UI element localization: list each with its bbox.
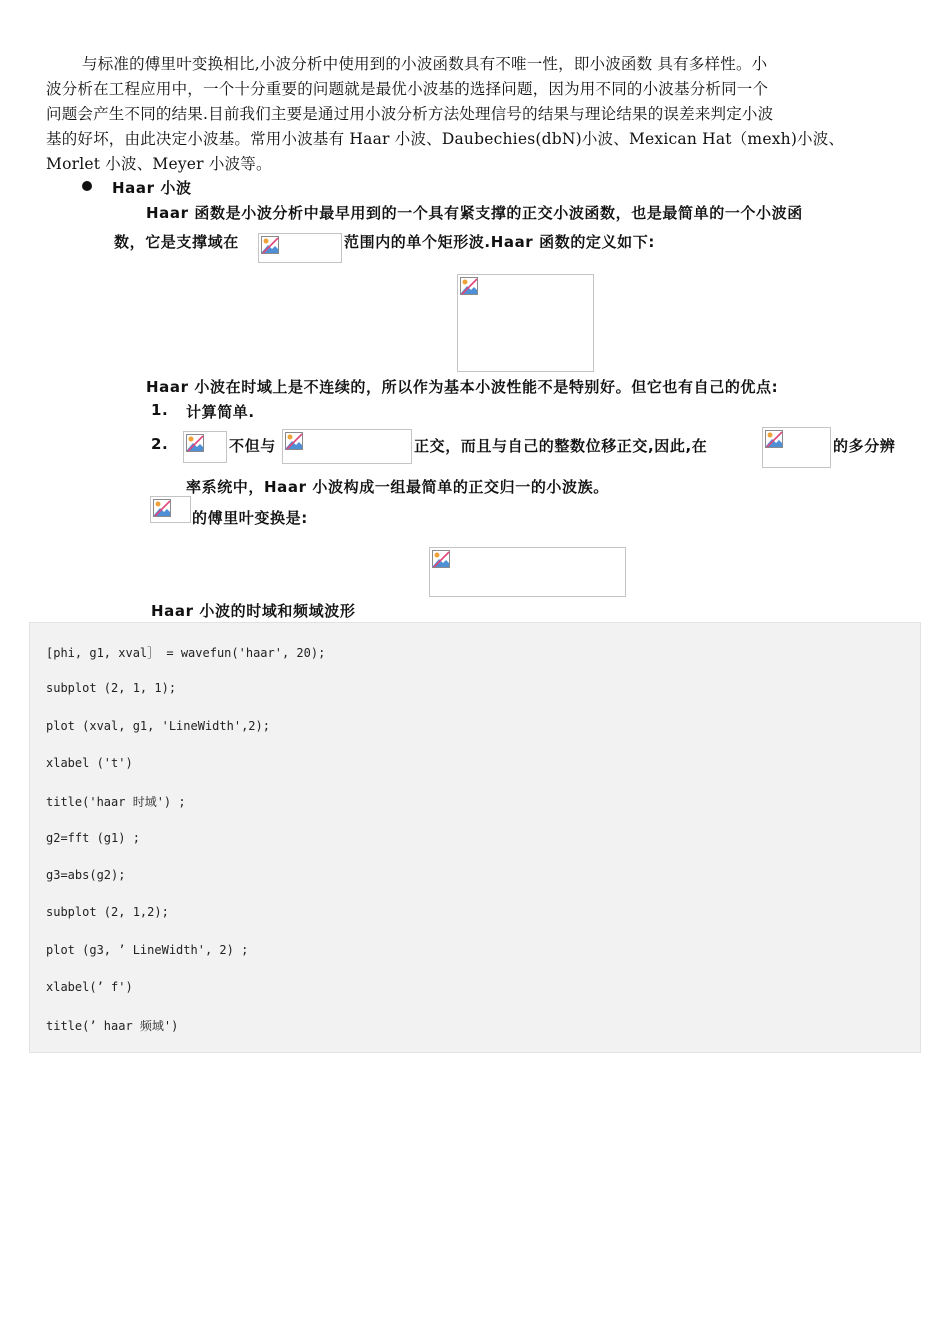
list-item-1-text: 计算简单. <box>186 403 255 421</box>
haar-p2: Haar 小波在时域上是不连续的，所以作为基本小波性能不是特别好。但它也有自己的优点: <box>146 378 779 396</box>
formula-image-psi-2 <box>150 496 191 523</box>
list-item-2-text-c: 的多分辨 <box>833 437 896 455</box>
broken-image-icon <box>765 430 783 448</box>
haar-p1-line1: Haar 函数是小波分析中最早用到的一个具有紧支撑的正交小波函数，也是最简单的一个小波函 <box>146 204 803 222</box>
haar-heading: Haar 小波 <box>112 179 192 197</box>
haar-p1-line2b: 范围内的单个矩形波.Haar 函数的定义如下: <box>344 233 655 251</box>
code-line-8: subplot (2, 1,2); <box>46 905 169 919</box>
broken-image-icon <box>460 277 478 295</box>
code-line-4: xlabel ('t') <box>46 756 133 770</box>
fourier-text: 的傅里叶变换是: <box>192 509 308 527</box>
intro-line-2: 波分析在工程应用中，一个十分重要的问题就是最优小波基的选择问题，因为用不同的小波基分析同一个 <box>46 80 769 98</box>
code-line-11: title(’ haar 频域') <box>46 1019 179 1033</box>
figure-caption: Haar 小波的时域和频域波形 <box>151 602 356 620</box>
list-item-2-line2: 率系统中，Haar 小波构成一组最简单的正交归一的小波族。 <box>186 478 609 496</box>
code-line-7: g3=abs(g2); <box>46 868 126 882</box>
formula-image-psi <box>183 431 227 463</box>
code-line-2: subplot (2, 1, 1); <box>46 681 177 695</box>
code-line-9: plot (g3, ’ LineWidth', 2) ; <box>46 943 249 957</box>
intro-line-3: 问题会产生不同的结果.目前我们主要是通过用小波分析方法处理信号的结果与理论结果的误差来判定小波 <box>46 105 774 123</box>
haar-p1-line2a: 数，它是支撑域在 <box>114 233 239 251</box>
formula-image-space <box>762 427 831 468</box>
formula-image-fourier <box>429 547 626 597</box>
code-line-1: [phi, g1, xval］ = wavefun('haar', 20); <box>46 646 326 660</box>
code-block <box>29 622 921 1053</box>
code-line-5: title('haar 时域') ; <box>46 795 186 809</box>
intro-line-4: 基的好坏，由此决定小波基。常用小波基有 Haar 小波、Daubechies(dbN)小波、Mexican Hat（mexh)小波、 <box>46 130 845 148</box>
code-line-10: xlabel(’ f') <box>46 980 133 994</box>
intro-line-1: 与标准的傅里叶变换相比,小波分析中使用到的小波函数具有不唯一性，即小波函数 具有多样性。小 <box>82 55 768 73</box>
broken-image-icon <box>186 434 204 452</box>
formula-image-shift <box>282 429 412 464</box>
formula-image-support <box>258 233 342 263</box>
code-line-3: plot (xval, g1, 'LineWidth',2); <box>46 719 270 733</box>
broken-image-icon <box>285 432 303 450</box>
formula-image-haar-definition <box>457 274 594 372</box>
list-item-1-number: 1. <box>151 401 169 419</box>
code-line-6: g2=fft (g1) ; <box>46 831 140 845</box>
broken-image-icon <box>261 236 279 254</box>
intro-line-5: Morlet 小波、Meyer 小波等。 <box>46 155 272 173</box>
broken-image-icon <box>432 550 450 568</box>
bullet-icon <box>82 181 92 191</box>
list-item-2-text-a: 不但与 <box>229 437 276 455</box>
broken-image-icon <box>153 499 171 517</box>
list-item-2-number: 2. <box>151 435 169 453</box>
list-item-2-text-b: 正交，而且与自己的整数位移正交,因此,在 <box>414 437 708 455</box>
